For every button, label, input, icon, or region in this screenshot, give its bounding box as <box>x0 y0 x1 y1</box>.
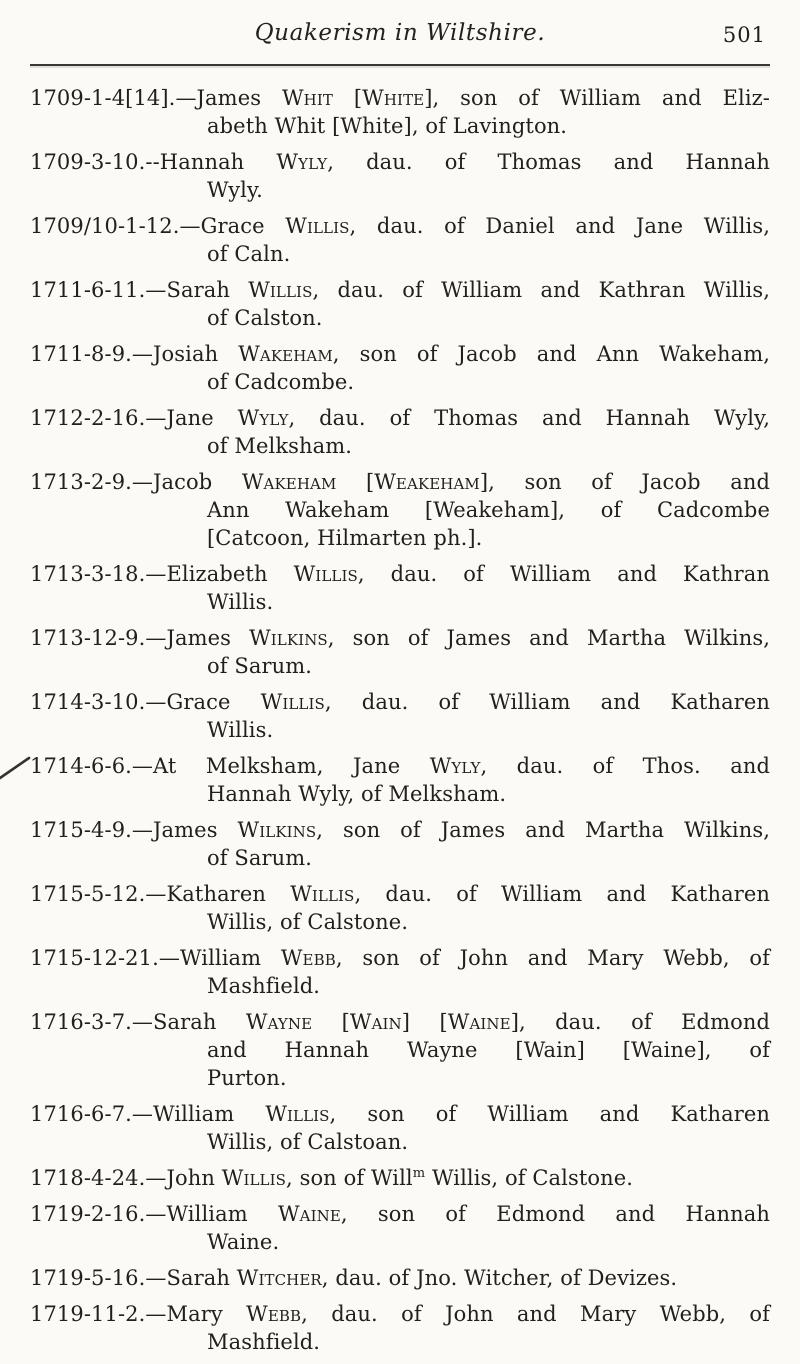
record-text: ] [ <box>401 1010 448 1034</box>
record-text: Mashfield. <box>207 1330 321 1354</box>
surname-small-caps: Witcher <box>236 1266 322 1290</box>
surname-small-caps: Willis <box>265 1102 330 1126</box>
record-text: , dau. of Thomas and Hannah <box>327 150 770 174</box>
record-line <box>30 1200 770 1228</box>
records-list <box>30 66 770 1356</box>
record-line <box>207 240 770 268</box>
record-entry <box>30 560 770 616</box>
record-entry <box>30 1264 770 1292</box>
record-entry <box>30 468 770 552</box>
record-text: , dau. of William and Katharen <box>324 690 770 714</box>
record-line <box>30 1300 770 1328</box>
record-text: 1709-1-4[14].—James <box>30 86 282 110</box>
record-text: [ <box>312 1010 350 1034</box>
record-text: 1711-6-11.—Sarah <box>30 278 249 302</box>
surname-small-caps: Wyly <box>429 754 481 778</box>
record-line <box>30 276 770 304</box>
record-text: , son of William and Katharen <box>329 1102 770 1126</box>
record-text: , dau. of Jno. Witcher, of Devizes. <box>321 1266 678 1290</box>
record-text: of Cadcombe. <box>207 370 355 394</box>
surname-small-caps: Whit <box>281 86 333 110</box>
record-entry <box>30 1300 770 1356</box>
record-entry <box>30 1100 770 1156</box>
page-title: Quakerism in Wiltshire. <box>254 20 546 46</box>
record-line <box>30 340 770 368</box>
record-line <box>207 780 770 808</box>
record-line <box>30 1164 770 1192</box>
record-text: , son of James and Martha Wilkins, <box>316 818 770 842</box>
record-text: Waine. <box>207 1230 280 1254</box>
record-text: Willis, of Calstoan. <box>207 1130 409 1154</box>
page-number: 501 <box>722 23 766 47</box>
record-line <box>207 112 770 140</box>
record-line <box>207 972 770 1000</box>
record-text: of Sarum. <box>207 846 313 870</box>
surname-small-caps: Willis <box>221 1166 287 1190</box>
record-entry <box>30 276 770 332</box>
record-text: 1718-4-24.—John <box>30 1166 222 1190</box>
surname-small-caps: Wilkins <box>249 626 328 650</box>
record-text: 1709-3-10.--Hannah <box>30 150 277 174</box>
record-entry <box>30 688 770 744</box>
record-text: ], dau. of Edmond <box>510 1010 770 1034</box>
record-line <box>207 524 770 552</box>
record-line <box>207 1228 770 1256</box>
record-text: 1713-3-18.—Elizabeth <box>30 562 294 586</box>
record-line <box>207 432 770 460</box>
surname-small-caps: Willis <box>248 278 313 302</box>
record-entry <box>30 404 770 460</box>
surname-small-caps: White <box>362 86 425 110</box>
record-text: of Sarum. <box>207 654 313 678</box>
record-line <box>207 716 770 744</box>
record-text: , son of John and Mary Webb, of <box>335 946 770 970</box>
record-text: 1713-2-9.—Jacob <box>30 470 242 494</box>
record-line <box>30 624 770 652</box>
record-line <box>207 1128 770 1156</box>
handwritten-pen-mark <box>0 752 34 782</box>
record-text: 1715-4-9.—James <box>30 818 238 842</box>
surname-small-caps: Webb <box>280 946 336 970</box>
surname-small-caps: Wakeham <box>238 342 333 366</box>
record-line <box>30 560 770 588</box>
record-text: , dau. of Daniel and Jane Willis, <box>349 214 770 238</box>
record-line <box>207 1328 770 1356</box>
record-text: 1709/10-1-12.—Grace <box>30 214 286 238</box>
record-text: 1712-2-16.—Jane <box>30 406 238 430</box>
record-text: Hannah Wyly, of Melksham. <box>207 782 507 806</box>
surname-small-caps: Wilkins <box>237 818 317 842</box>
surname-small-caps: Wayne <box>245 1010 313 1034</box>
record-text: Willis. <box>207 718 274 742</box>
running-header <box>30 20 770 54</box>
record-text: [ <box>336 470 375 494</box>
surname-small-caps: Wyly <box>276 150 328 174</box>
record-line <box>30 1264 770 1292</box>
record-text: , dau. of William and Kathran Willis, <box>312 278 770 302</box>
record-line <box>30 1008 770 1036</box>
surname-small-caps: Willis <box>293 562 358 586</box>
record-text: 1711-8-9.—Josiah <box>30 342 239 366</box>
record-text: , dau. of Thos. and <box>480 754 770 778</box>
record-entry <box>30 1008 770 1092</box>
record-text: ], son of Jacob and <box>479 470 771 494</box>
record-line <box>207 176 770 204</box>
record-line <box>207 368 770 396</box>
record-text: 1715-5-12.—Katharen <box>30 882 291 906</box>
record-text: Mashfield. <box>207 974 321 998</box>
record-entry <box>30 624 770 680</box>
record-text: m <box>412 1166 426 1181</box>
surname-small-caps: Willis <box>285 214 350 238</box>
surname-small-caps: Willis <box>260 690 325 714</box>
record-line <box>30 688 770 716</box>
record-entry <box>30 1164 770 1192</box>
record-line <box>30 148 770 176</box>
record-line <box>30 944 770 972</box>
surname-small-caps: Webb <box>246 1302 302 1326</box>
record-line <box>30 816 770 844</box>
record-text: of Caln. <box>207 242 291 266</box>
record-line <box>207 652 770 680</box>
record-line <box>30 84 770 112</box>
record-entry <box>30 84 770 140</box>
record-text: [ <box>332 86 363 110</box>
surname-small-caps: Wain <box>349 1010 402 1034</box>
record-line <box>207 908 770 936</box>
record-text: of Calston. <box>207 306 323 330</box>
surname-small-caps: Waine <box>447 1010 511 1034</box>
record-text: 1713-12-9.—James <box>30 626 250 650</box>
record-text: ], son of William and Eliz- <box>424 86 770 110</box>
record-line <box>207 844 770 872</box>
record-text: Willis, of Calstone. <box>425 1166 634 1190</box>
record-text: Purton. <box>207 1066 287 1090</box>
surname-small-caps: Wakeham <box>241 470 337 494</box>
record-entry <box>30 340 770 396</box>
surname-small-caps: Wyly <box>237 406 289 430</box>
record-text: 1714-3-10.—Grace <box>30 690 261 714</box>
record-line <box>30 752 770 780</box>
record-entry <box>30 816 770 872</box>
record-line <box>207 1064 770 1092</box>
record-line <box>30 212 770 240</box>
record-entry <box>30 212 770 268</box>
record-entry <box>30 944 770 1000</box>
record-text: Willis, of Calstone. <box>207 910 409 934</box>
record-line <box>207 496 770 524</box>
record-entry <box>30 1200 770 1256</box>
surname-small-caps: Weakeham <box>374 470 480 494</box>
record-line <box>30 468 770 496</box>
record-text: , dau. of Thomas and Hannah Wyly, <box>288 406 770 430</box>
record-entry <box>30 752 770 808</box>
record-text: , son of Will <box>286 1166 413 1190</box>
record-text: of Melksham. <box>207 434 353 458</box>
record-text: , dau. of John and Mary Webb, of <box>301 1302 771 1326</box>
record-text: 1716-6-7.—William <box>30 1102 266 1126</box>
record-text: 1719-11-2.—Mary <box>30 1302 247 1326</box>
record-text: 1719-2-16.—William <box>30 1202 278 1226</box>
record-text: 1719-5-16.—Sarah <box>30 1266 237 1290</box>
record-text: , son of James and Martha Wilkins, <box>327 626 770 650</box>
record-text: Willis. <box>207 590 274 614</box>
record-text: Ann Wakeham [Weakeham], of Cadcombe <box>207 498 770 522</box>
record-entry <box>30 148 770 204</box>
record-line <box>30 1100 770 1128</box>
record-line <box>207 1036 770 1064</box>
record-text: , dau. of William and Kathran <box>357 562 770 586</box>
surname-small-caps: Willis <box>290 882 355 906</box>
record-line <box>30 404 770 432</box>
record-line <box>30 880 770 908</box>
record-text: Wyly. <box>207 178 263 202</box>
record-text: , dau. of William and Katharen <box>354 882 770 906</box>
record-line <box>207 304 770 332</box>
record-text: and Hannah Wayne [Wain] [Waine], of <box>207 1038 770 1062</box>
record-line <box>207 588 770 616</box>
record-text: [Catcoon, Hilmarten ph.]. <box>207 526 483 550</box>
surname-small-caps: Waine <box>277 1202 341 1226</box>
record-text: 1716-3-7.—Sarah <box>30 1010 246 1034</box>
record-text: abeth Whit [White], of Lavington. <box>207 114 568 138</box>
record-text: 1715-12-21.—William <box>30 946 281 970</box>
record-text: , son of Edmond and Hannah <box>340 1202 770 1226</box>
record-text: , son of Jacob and Ann Wakeham, <box>332 342 770 366</box>
record-text: 1714-6-6.—At Melksham, Jane <box>30 754 430 778</box>
record-entry <box>30 880 770 936</box>
